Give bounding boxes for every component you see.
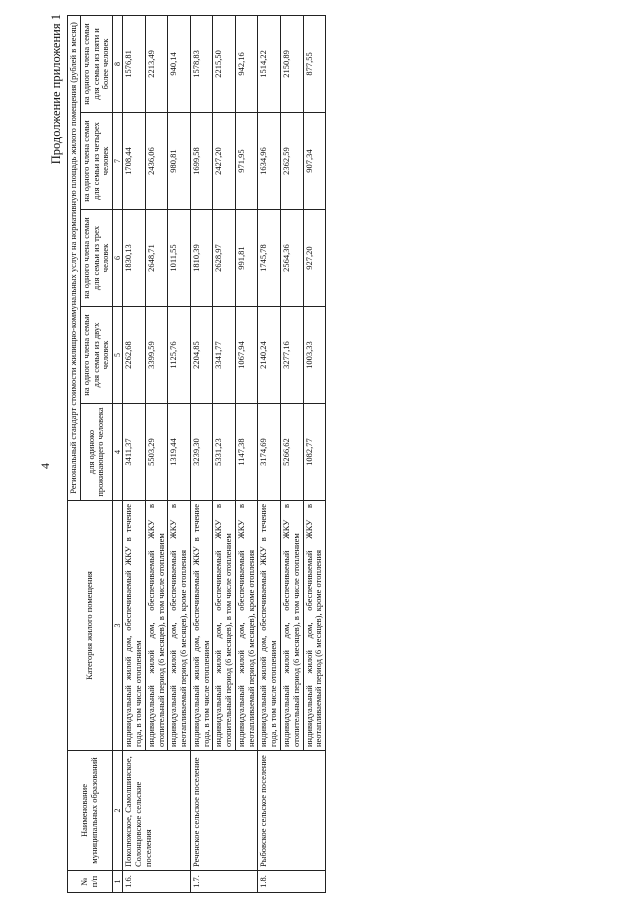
municipality-name: Рыбовское сельское поселение — [258, 751, 326, 871]
cost-value: 1634,96 — [258, 113, 281, 210]
cost-value: 2140,24 — [258, 307, 281, 404]
header-category: Категория жилого помещения — [68, 501, 113, 751]
municipality-name: Поколюжское, Самолшинское, Солонцовское сельские поселения — [123, 751, 191, 871]
column-index-row — [113, 15, 123, 892]
row-number: 1.6. — [123, 871, 191, 893]
housing-category: индивидуальный жилой дом, обеспечиваемый ЖКУ в отопительный период (6 месяцев), в том числе отоплением — [145, 501, 168, 751]
cost-value: 1067,94 — [235, 307, 258, 404]
header-num: № п/п — [68, 871, 113, 893]
housing-category: индивидуальный жилой дом, обеспечиваемый ЖКУ в течение года, в том числе отоплением — [190, 501, 213, 751]
housing-category: индивидуальный жилой дом, обеспечиваемый ЖКУ в неотапливаемый период (6 месяцев), кроме отопления — [235, 501, 258, 751]
cost-value: 991,81 — [235, 210, 258, 307]
row-number: 1.8. — [258, 871, 326, 893]
housing-category: индивидуальный жилой дом, обеспечиваемый ЖКУ в течение года, в том числе отоплением — [258, 501, 281, 751]
cost-value: 1810,39 — [190, 210, 213, 307]
cost-value: 971,95 — [235, 113, 258, 210]
housing-category: индивидуальный жилой дом, обеспечиваемый ЖКУ в течение года, в том числе отоплением — [123, 501, 146, 751]
cost-value: 3277,16 — [280, 307, 303, 404]
cost-value: 3399,59 — [145, 307, 168, 404]
col-index: 2 — [113, 751, 123, 871]
housing-category: индивидуальный жилой дом, обеспечиваемый ЖКУ в неотапливаемый период (6 месяцев), кроме отопления — [168, 501, 191, 751]
cost-value: 3239,30 — [190, 404, 213, 501]
cost-value: 2262,68 — [123, 307, 146, 404]
continuation-caption: Продолжение приложения 1 — [49, 14, 63, 165]
cost-value: 2204,85 — [190, 307, 213, 404]
cost-value: 3411,37 — [123, 404, 146, 501]
cost-value: 1578,83 — [190, 15, 213, 112]
cost-value: 1745,78 — [258, 210, 281, 307]
header-sub-4: на одного члена семьи для семьи из четырех человек — [80, 113, 112, 210]
cost-value: 1830,13 — [123, 210, 146, 307]
cost-value: 2150,89 — [280, 15, 303, 112]
cost-value: 5503,29 — [145, 404, 168, 501]
header-standard: Региональный стандарт стоимости жилищно-коммунальных услуг на нормативную площадь жилого помещения (рублей в месяц) — [68, 15, 81, 500]
cost-value: 1699,58 — [190, 113, 213, 210]
cost-value: 1003,33 — [303, 307, 326, 404]
cost-value: 2436,06 — [145, 113, 168, 210]
cost-value: 1125,76 — [168, 307, 191, 404]
cost-value: 940,14 — [168, 15, 191, 112]
cost-value: 2213,49 — [145, 15, 168, 112]
table-row — [258, 15, 281, 892]
header-sub-5: на одного члена семьи для семьи из пяти и более человек — [80, 15, 112, 112]
col-index: 5 — [113, 307, 123, 404]
cost-value: 2628,97 — [213, 210, 236, 307]
header-sub-1: для одиноко проживающего человека — [80, 404, 112, 501]
cost-value: 1082,77 — [303, 404, 326, 501]
housing-category: индивидуальный жилой дом, обеспечиваемый ЖКУ в неотапливаемый период (6 месяцев), кроме отопления — [303, 501, 326, 751]
housing-category: индивидуальный жилой дом, обеспечиваемый ЖКУ в отопительный период (6 месяцев), в том числе отоплением — [213, 501, 236, 751]
table-row — [123, 15, 146, 892]
col-index: 7 — [113, 113, 123, 210]
cost-value: 2648,71 — [145, 210, 168, 307]
header-sub-2: на одного члена семьи для семьи из двух человек — [80, 307, 112, 404]
cost-value: 1319,44 — [168, 404, 191, 501]
header-name: Наименование муниципальных образований — [68, 751, 113, 871]
cost-value: 5331,23 — [213, 404, 236, 501]
table-row — [190, 15, 213, 892]
cost-value: 927,20 — [303, 210, 326, 307]
cost-value: 2215,50 — [213, 15, 236, 112]
cost-value: 1011,55 — [168, 210, 191, 307]
col-index: 4 — [113, 404, 123, 501]
page-number: 4 — [38, 463, 52, 469]
cost-value: 980,81 — [168, 113, 191, 210]
housing-category: индивидуальный жилой дом, обеспечиваемый ЖКУ в отопительный период (6 месяцев), в том числе отоплением — [280, 501, 303, 751]
cost-value: 2564,36 — [280, 210, 303, 307]
col-index: 3 — [113, 501, 123, 751]
cost-value: 2362,59 — [280, 113, 303, 210]
cost-value: 1147,38 — [235, 404, 258, 501]
cost-value: 5266,62 — [280, 404, 303, 501]
header-sub-3: на одного члена семьи для семьи из трех человек — [80, 210, 112, 307]
cost-value: 3341,77 — [213, 307, 236, 404]
cost-value: 1576,81 — [123, 15, 146, 112]
housing-cost-table — [67, 15, 326, 893]
col-index: 1 — [113, 871, 123, 893]
col-index: 6 — [113, 210, 123, 307]
cost-value: 2427,20 — [213, 113, 236, 210]
row-number: 1.7. — [190, 871, 258, 893]
municipality-name: Реченское сельское поселение — [190, 751, 258, 871]
cost-value: 1514,22 — [258, 15, 281, 112]
cost-value: 1708,44 — [123, 113, 146, 210]
cost-value: 907,34 — [303, 113, 326, 210]
cost-value: 877,55 — [303, 15, 326, 112]
cost-value: 3174,69 — [258, 404, 281, 501]
col-index: 8 — [113, 15, 123, 112]
cost-value: 942,16 — [235, 15, 258, 112]
